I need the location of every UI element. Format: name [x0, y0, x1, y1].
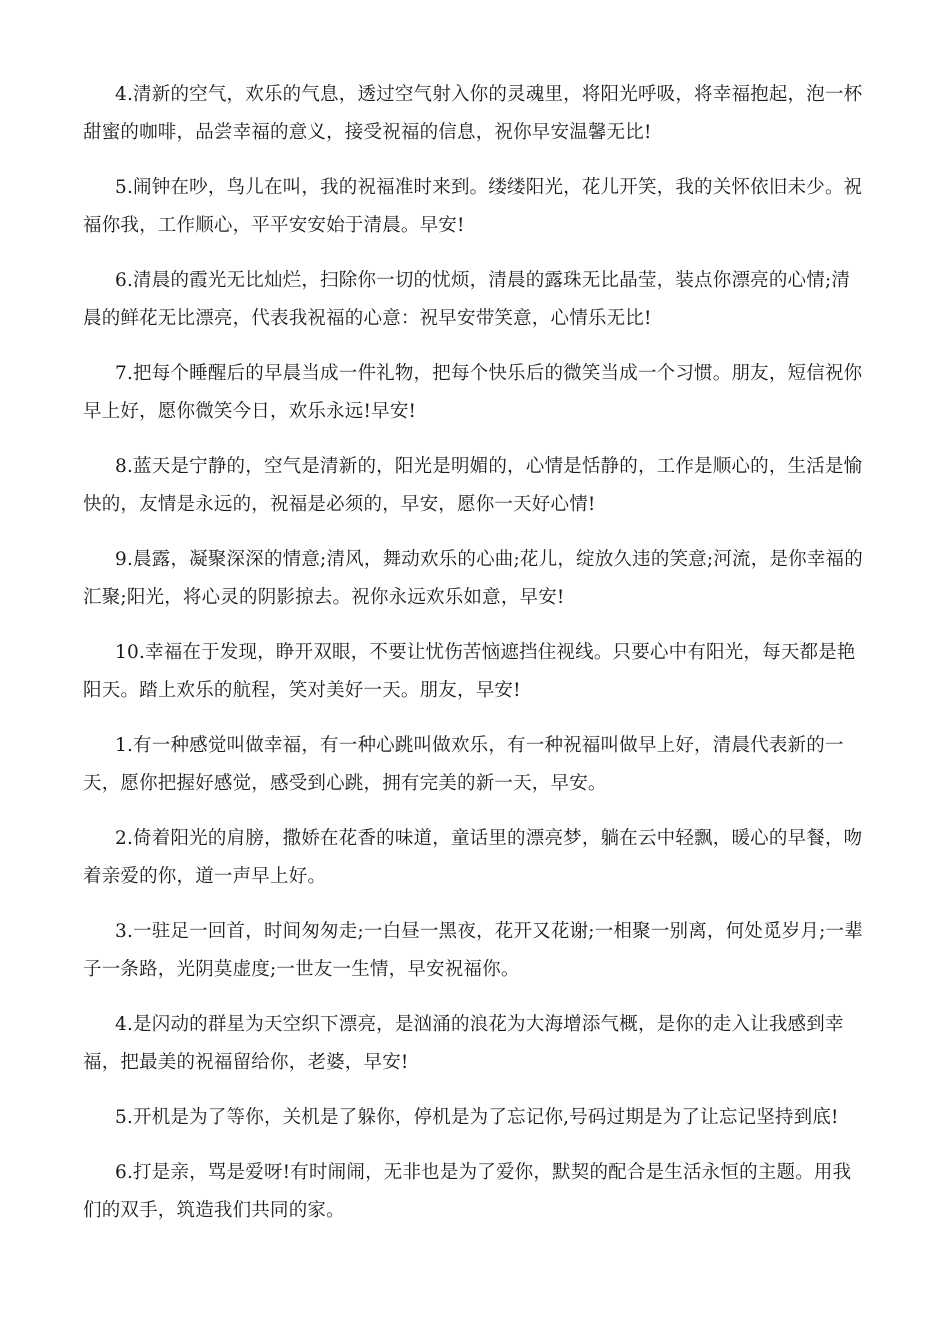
paragraph: 9.晨露，凝聚深深的情意;清风，舞动欢乐的心曲;花儿，绽放久违的笑意;河流，是你幸福的汇聚;阳光，将心灵的阴影掠去。祝你永远欢乐如意，早安!	[83, 549, 863, 608]
paragraph: 5.开机是为了等你，关机是了躲你，停机是为了忘记你,号码过期是为了让忘记坚持到底!	[115, 1107, 839, 1128]
paragraph: 3.一驻足一回首，时间匆匆走;一白昼一黑夜，花开又花谢;一相聚一别离，何处觅岁月;一辈子一条路，光阴莫虚度;一世友一生情，早安祝福你。	[83, 921, 863, 980]
paragraph: 1.有一种感觉叫做幸福，有一种心跳叫做欢乐，有一种祝福叫做早上好，清晨代表新的一天，愿你把握好感觉，感受到心跳，拥有完美的新一天，早安。	[83, 735, 844, 794]
paragraph: 5.闹钟在吵，鸟儿在叫，我的祝福准时来到。缕缕阳光，花儿开笑，我的关怀依旧未少。祝福你我，工作顺心，平平安安始于清晨。早安!	[83, 177, 863, 236]
paragraph: 6.打是亲，骂是爱呀!有时闹闹，无非也是为了爱你，默契的配合是生活永恒的主题。用我们的双手，筑造我们共同的家。	[83, 1162, 852, 1221]
paragraph: 2.倚着阳光的肩膀，撒娇在花香的味道，童话里的漂亮梦，躺在云中轻飘，暖心的早餐，吻着亲爱的你，道一声早上好。	[83, 828, 863, 887]
paragraph: 10.幸福在于发现，睁开双眼，不要让忧伤苦恼遮挡住视线。只要心中有阳光，每天都是艳阳天。踏上欢乐的航程，笑对美好一天。朋友，早安!	[83, 642, 856, 701]
paragraph: 4.是闪动的群星为天空织下漂亮，是汹涌的浪花为大海增添气概，是你的走入让我感到幸福，把最美的祝福留给你，老婆，早安!	[83, 1014, 844, 1073]
paragraph: 4.清新的空气，欢乐的气息，透过空气射入你的灵魂里，将阳光呼吸，将幸福抱起，泡一杯甜蜜的咖啡，品尝幸福的意义，接受祝福的信息，祝你早安温馨无比!	[83, 84, 863, 143]
paragraph: 6.清晨的霞光无比灿烂，扫除你一切的忧烦，清晨的露珠无比晶莹，装点你漂亮的心情;清晨的鲜花无比漂亮，代表我祝福的心意：祝早安带笑意，心情乐无比!	[83, 270, 851, 329]
paragraph: 8.蓝天是宁静的，空气是清新的，阳光是明媚的，心情是恬静的，工作是顺心的，生活是愉快的，友情是永远的，祝福是必须的，早安，愿你一天好心情!	[83, 456, 863, 515]
paragraph: 7.把每个睡醒后的早晨当成一件礼物，把每个快乐后的微笑当成一个习惯。朋友，短信祝你早上好，愿你微笑今日，欢乐永远!早安!	[83, 363, 863, 422]
